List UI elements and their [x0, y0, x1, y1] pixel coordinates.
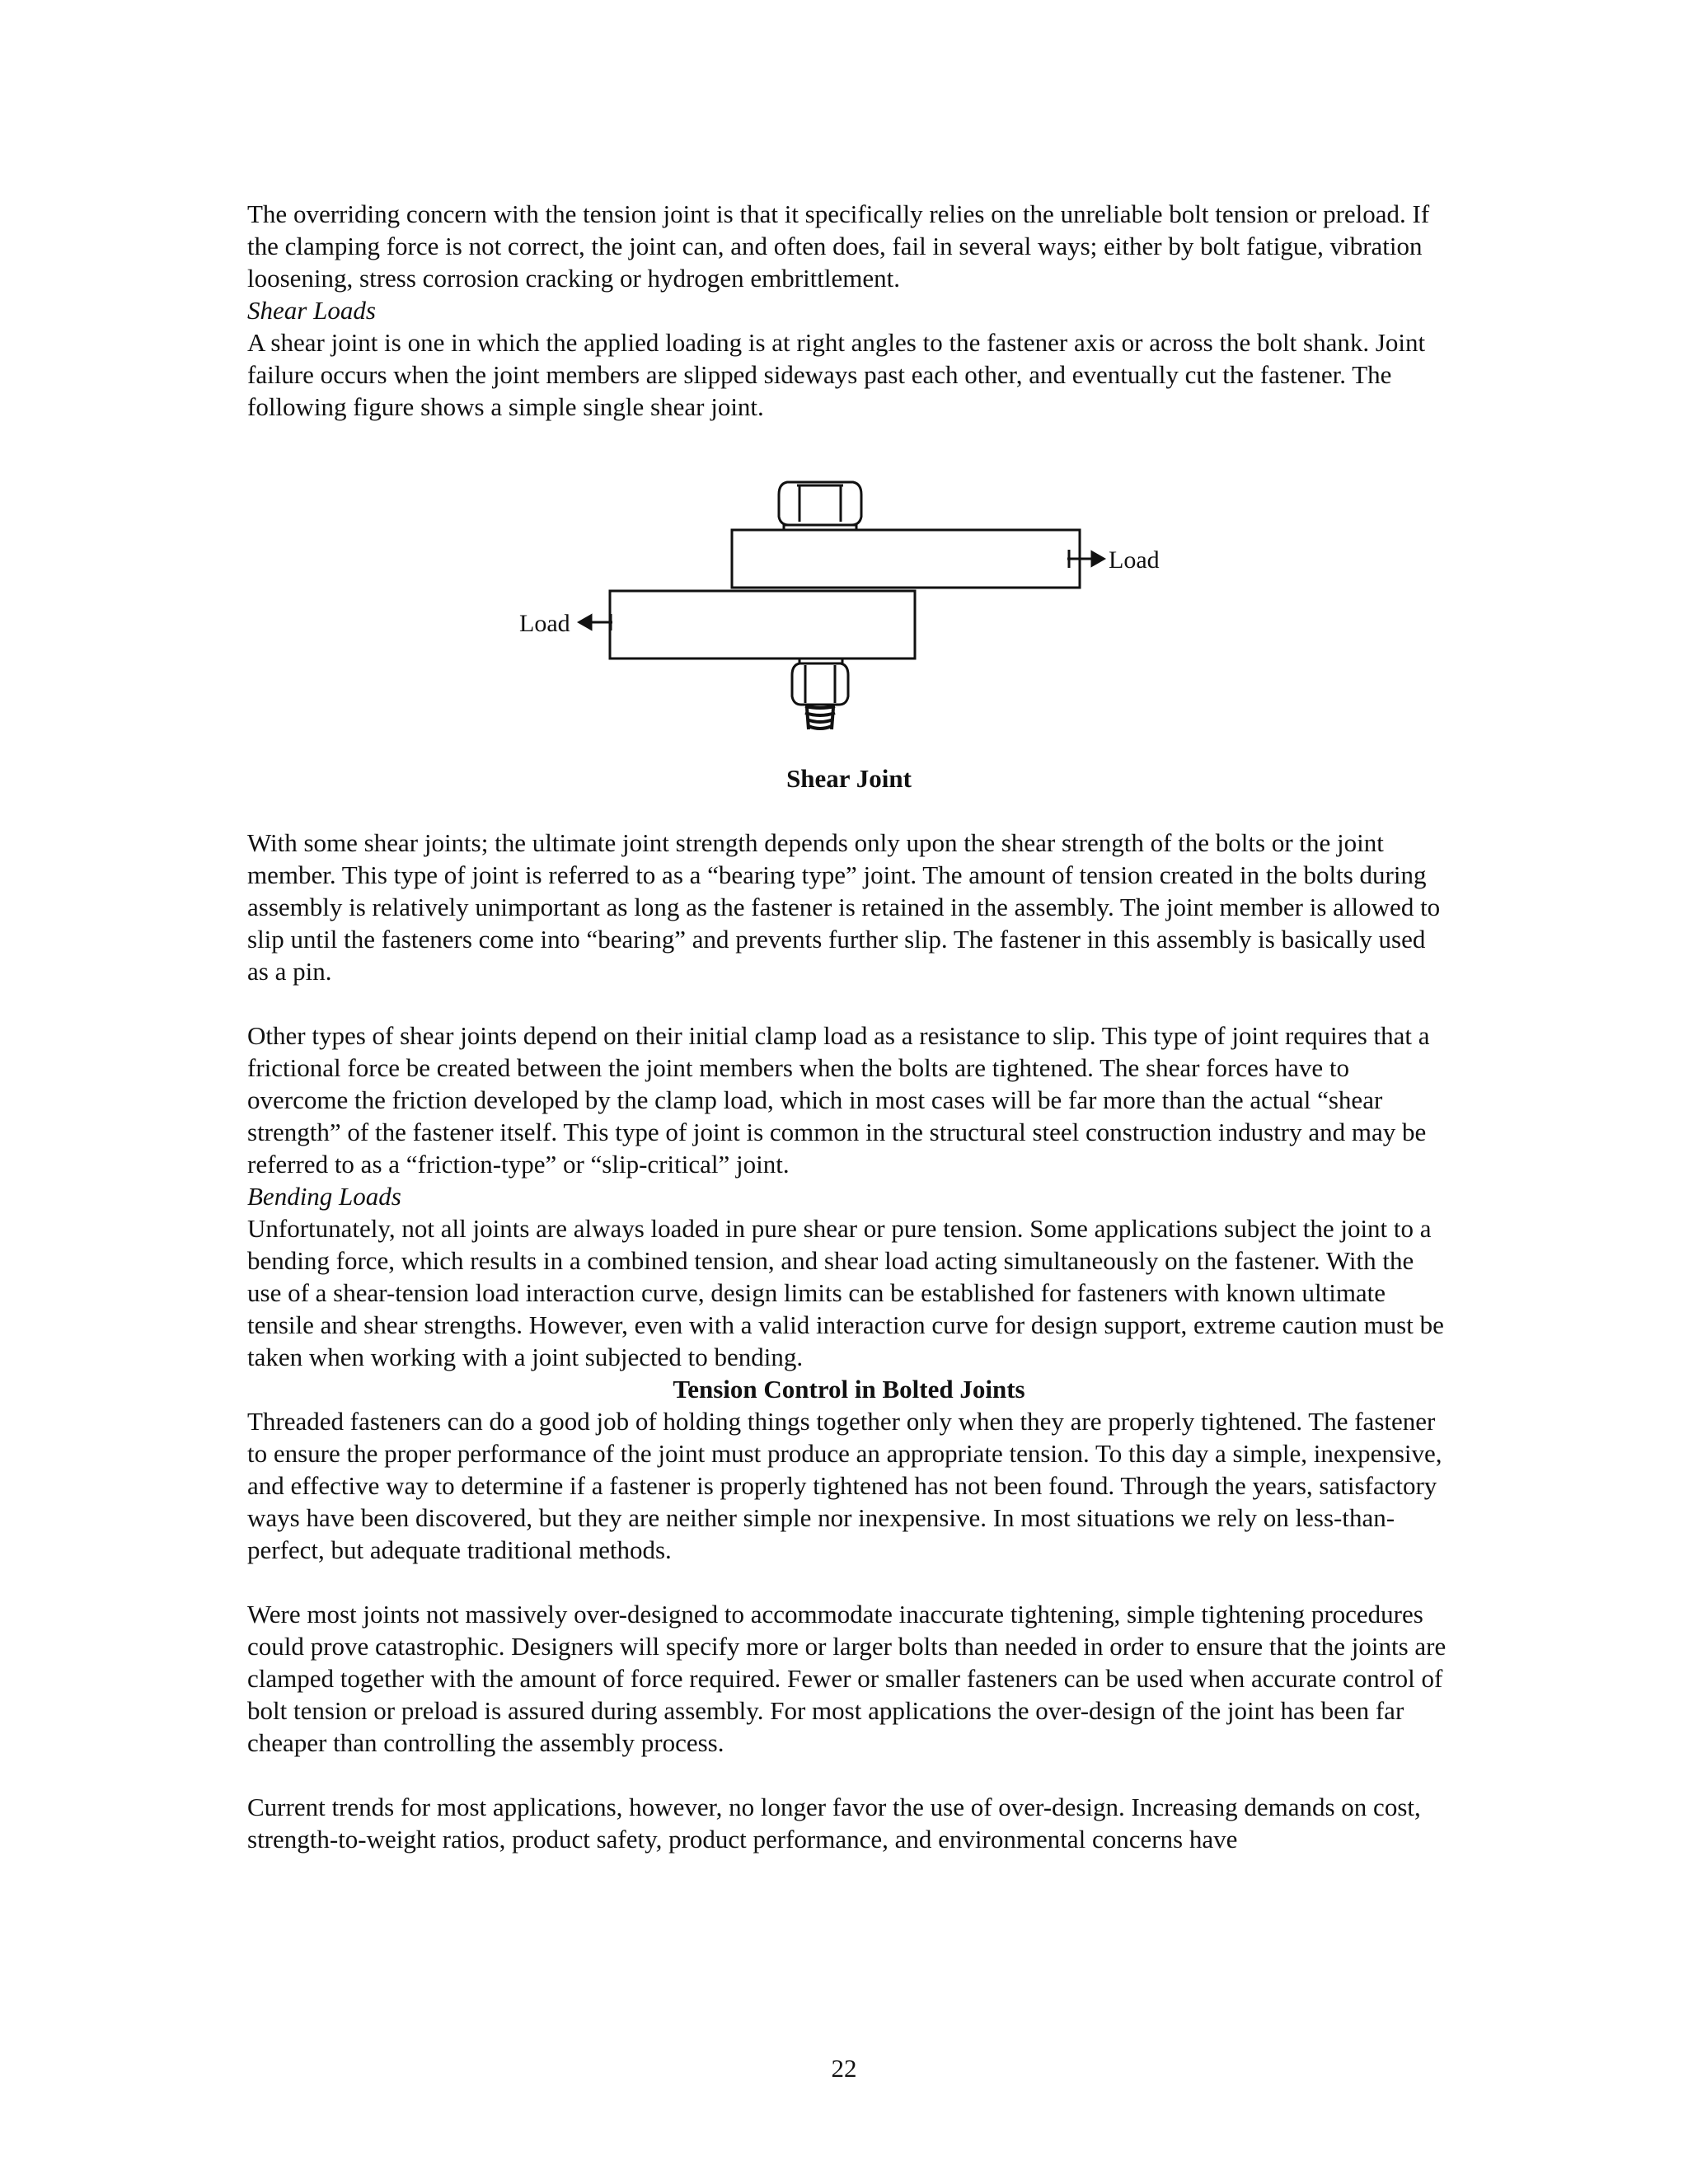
lower-plate: [610, 591, 915, 658]
paragraph-tension-concern: The overriding concern with the tension joint is that it specifically relies on the unreliable bolt tension or preload. If the clamping force is not correct, the joint can, and often does, fail in several ways; either by bolt fatigue, vibration loosening, stress corrosion cracking or hydrogen embrittlement.: [247, 199, 1430, 293]
paragraph-over-design: Were most joints not massively over-designed to accommodate inaccurate tightening, simple tightening procedures could prove catastrophic. Designers will specify more or larger bolts than needed in order to ensure that the joints are clamped together with the amount of force required. Fewer or smaller fasteners can be used when accurate control of bolt tension or preload is assured during assembly. For most applications the over-design of the joint has been far cheaper than controlling the assembly process.: [247, 1600, 1447, 1757]
shear-joint-figure: [515, 474, 1191, 762]
nut-icon: [792, 658, 848, 705]
page-number: 22: [831, 2054, 857, 2083]
paragraph-shear-joint-definition: A shear joint is one in which the applied loading is at right angles to the fastener axis or across the bolt shank. Joint failure occurs when the joint members are slipped sideways past each other, and eventually cut the fastener. The following figure shows a simple single shear joint.: [247, 328, 1426, 421]
section-title-tension-control: Tension Control in Bolted Joints: [673, 1375, 1025, 1404]
paragraph-current-trends: Current trends for most applications, however, no longer favor the use of over-design. Increasing demands on cost, strength-to-weight ratios, product safety, product performance, and environmental concerns have: [247, 1793, 1421, 1854]
paragraph-bending-loads: Unfortunately, not all joints are always loaded in pure shear or pure tension. Some applications subject the joint to a bending force, which results in a combined tension, and shear load acting simultaneously on the fastener. With the use of a shear-tension load interaction curve, design limits can be established for fasteners with known ultimate tensile and shear strengths. However, even with a valid interaction curve for design support, extreme caution must be taken when working with a joint subjected to bending.: [247, 1214, 1444, 1371]
paragraph-bearing-type: With some shear joints; the ultimate joint strength depends only upon the shear strength of the bolts or the joint member. This type of joint is referred to as a “bearing type” joint. The amount of tension created in the bolts during assembly is relatively unimportant as long as the fastener is retained in the assembly. The joint member is allowed to slip until the fasteners come into “bearing” and prevents further slip. The fastener in this assembly is basically used as a pin.: [247, 828, 1441, 986]
figure-caption: Shear Joint: [786, 764, 912, 793]
upper-text-block: [247, 198, 1451, 423]
paragraph-threaded-fasteners: Threaded fasteners can do a good job of holding things together only when they are properly tightened. The fastener to ensure the proper performance of the joint must produce an appropriate tension. To this day a simple, inexpensive, and effective way to determine if a fastener is properly tightened has not been found. Through the years, satisfactory ways have been discovered, but they are neither simple nor inexpensive. In most situations we rely on less-than-perfect, but adequate traditional methods.: [247, 1407, 1442, 1564]
subheading-bending-loads: Bending Loads: [247, 1182, 401, 1211]
bolt-thread-icon: [805, 706, 835, 729]
load-label-left: Load: [519, 610, 570, 637]
upper-plate: [732, 530, 1080, 588]
bolt-head-icon: [779, 482, 861, 530]
load-label-right: Load: [1109, 546, 1160, 574]
subheading-shear-loads: Shear Loads: [247, 296, 376, 325]
lower-text-block: [247, 827, 1451, 1855]
load-arrow-left-icon: [579, 614, 612, 630]
paragraph-friction-type: Other types of shear joints depend on their initial clamp load as a resistance to slip. This type of joint requires that a frictional force be created between the joint members when the bolts are tightened. The shear forces have to overcome the friction developed by the clamp load, which in most cases will be far more than the actual “shear strength” of the fastener itself. This type of joint is common in the structural steel construction industry and may be referred to as a “friction-type” or “slip-critical” joint.: [247, 1021, 1430, 1179]
